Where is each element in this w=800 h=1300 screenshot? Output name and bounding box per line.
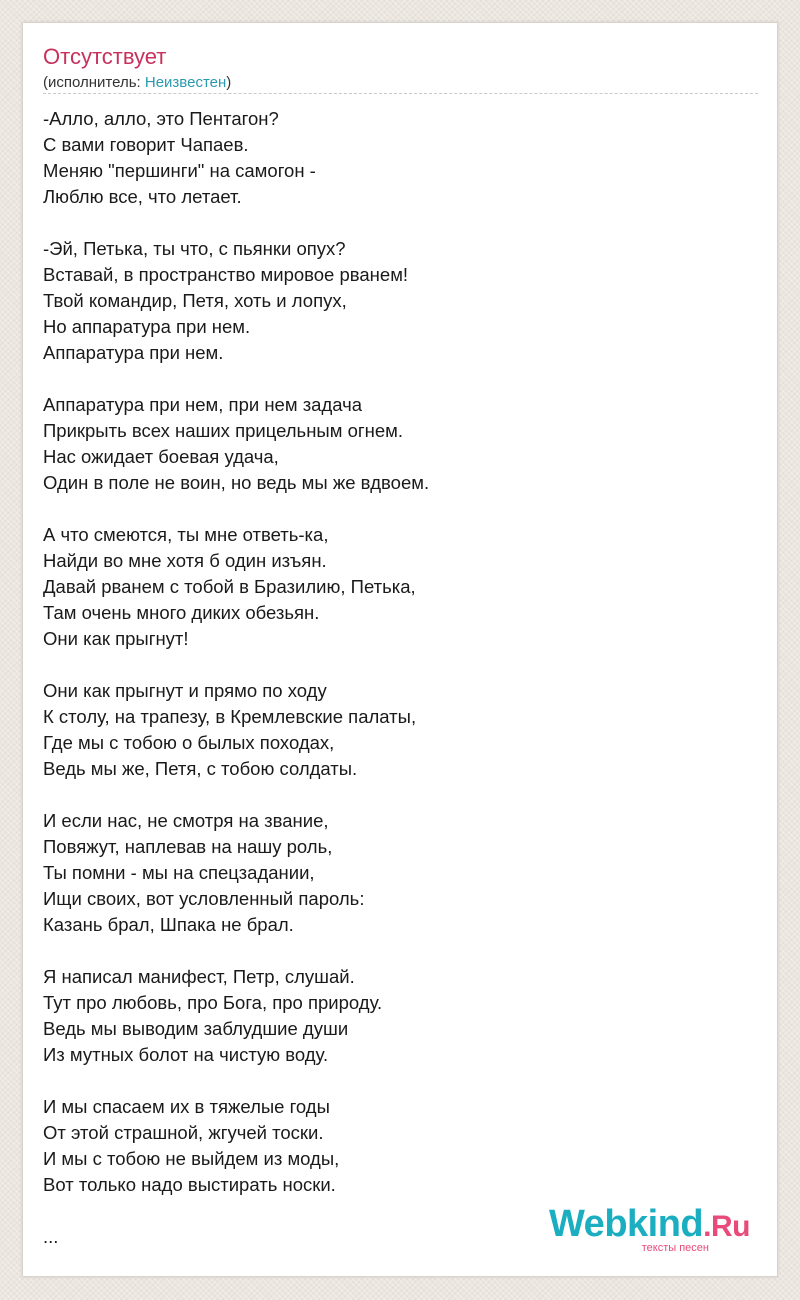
artist-line <box>43 74 231 92</box>
lyric-line: И мы спасаем их в тяжелые годы <box>43 1096 330 1117</box>
lyric-line: Ты помни - мы на спецзадании, <box>43 862 315 883</box>
artist-suffix: ) <box>226 74 232 91</box>
song-title: Отсутствует <box>43 44 167 69</box>
lyric-line: Люблю все, что летает. <box>43 186 242 207</box>
lyric-line: Там очень много диких обезьян. <box>43 602 320 623</box>
logo-main-text: Webkind <box>549 1203 704 1245</box>
lyric-line: Найди во мне хотя б один изъян. <box>43 550 327 571</box>
lyric-line: А что смеются, ты мне ответь-ка, <box>43 524 329 545</box>
lyric-line: Аппаратура при нем. <box>43 342 224 363</box>
lyric-line: Ведь мы же, Петя, с тобою солдаты. <box>43 758 358 779</box>
lyric-line: Ищи своих, вот условленный пароль: <box>43 888 365 909</box>
lyric-line: Из мутных болот на чистую воду. <box>43 1044 329 1065</box>
lyric-line: Но аппаратура при нем. <box>43 316 251 337</box>
lyrics-body <box>43 106 743 1250</box>
lyric-line: Аппаратура при нем, при нем задача <box>43 394 363 415</box>
lyrics-stanza <box>43 808 743 938</box>
lyrics-stanza <box>43 236 743 366</box>
logo-tagline: тексты песен <box>641 1242 709 1254</box>
lyric-line: Меняю "першинги" на самогон - <box>43 160 316 181</box>
lyric-line: Один в поле не воин, но ведь мы же вдвоем. <box>43 472 430 493</box>
lyric-line: -Эй, Петька, ты что, с пьянки опух? <box>43 238 346 259</box>
site-logo[interactable] <box>549 1205 749 1254</box>
lyric-line: И если нас, не смотря на звание, <box>43 810 329 831</box>
lyric-line: Где мы с тобою о былых походах, <box>43 732 335 753</box>
lyric-line: Казань брал, Шпака не брал. <box>43 914 294 935</box>
lyrics-stanza <box>43 964 743 1068</box>
lyric-line: От этой страшной, жгучей тоски. <box>43 1122 324 1143</box>
lyric-line: Они как прыгнут! <box>43 628 189 649</box>
lyric-line: Нас ожидает боевая удача, <box>43 446 279 467</box>
lyric-line: Давай рванем с тобой в Бразилию, Петька, <box>43 576 416 597</box>
lyric-line: Повяжут, наплевав на нашу роль, <box>43 836 333 857</box>
divider <box>43 93 758 94</box>
lyrics-stanza <box>43 1094 743 1198</box>
lyrics-ellipsis: ... <box>43 1226 59 1247</box>
lyric-line: Вот только надо выстирать носки. <box>43 1174 336 1195</box>
lyric-line: Я написал манифест, Петр, слушай. <box>43 966 355 987</box>
lyric-line: Они как прыгнут и прямо по ходу <box>43 680 327 701</box>
logo-tld: .Ru <box>703 1210 750 1243</box>
lyric-line: С вами говорит Чапаев. <box>43 134 249 155</box>
lyric-line: -Алло, алло, это Пентагон? <box>43 108 279 129</box>
logo-wordmark <box>549 1205 749 1246</box>
lyric-line: Ведь мы выводим заблудшие души <box>43 1018 349 1039</box>
lyrics-stanza <box>43 392 743 496</box>
lyric-line: К столу, на трапезу, в Кремлевские палаты, <box>43 706 417 727</box>
artist-prefix: (исполнитель: <box>43 74 145 91</box>
lyrics-stanza <box>43 522 743 652</box>
lyric-line: Твой командир, Петя, хоть и лопух, <box>43 290 347 311</box>
artist-link[interactable]: Неизвестен <box>144 74 227 91</box>
lyric-line: Вставай, в пространство мировое рванем! <box>43 264 409 285</box>
lyrics-card <box>22 22 778 1277</box>
lyric-line: Прикрыть всех наших прицельным огнем. <box>43 420 403 441</box>
lyrics-stanza <box>43 106 743 210</box>
lyric-line: И мы с тобою не выйдем из моды, <box>43 1148 340 1169</box>
lyric-line: Тут про любовь, про Бога, про природу. <box>43 992 383 1013</box>
lyrics-stanza <box>43 678 743 782</box>
